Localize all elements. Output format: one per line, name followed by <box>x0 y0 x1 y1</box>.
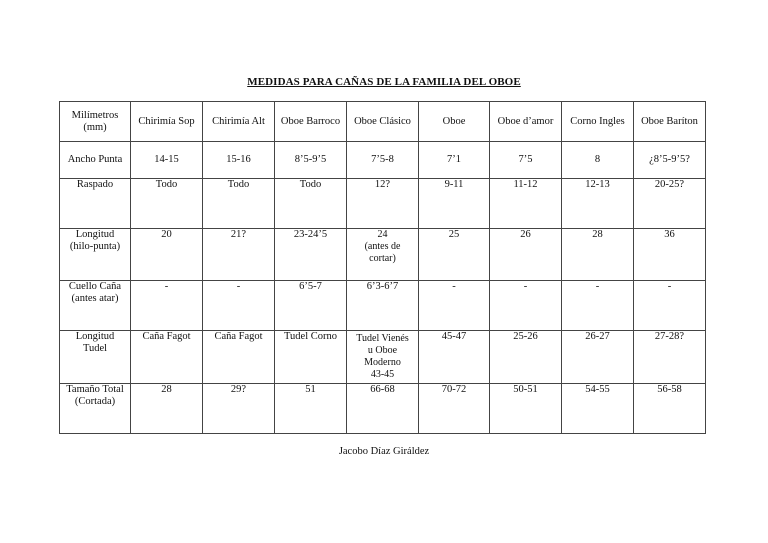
table-cell: - <box>131 281 203 331</box>
table-cell: 12-13 <box>562 179 634 229</box>
table-row <box>60 179 706 229</box>
table-row <box>60 142 706 179</box>
header-cell: Oboe <box>419 102 490 142</box>
author-name: Jacobo Díaz Giráldez <box>338 446 430 457</box>
header-cell: Chirimía Alt <box>203 102 275 142</box>
table-cell: 26-27 <box>562 331 634 384</box>
table-row <box>60 384 706 434</box>
table-cell: 54-55 <box>562 384 634 434</box>
table-cell: - <box>562 281 634 331</box>
table-cell: 45-47 <box>419 331 490 384</box>
table-cell: 23-24’5 <box>275 229 347 281</box>
table-cell: 7’1 <box>419 142 490 179</box>
table-cell: - <box>419 281 490 331</box>
row-label: Ancho Punta <box>60 142 131 179</box>
header-cell: Oboe Baríton <box>634 102 706 142</box>
row-label: Tamaño Total (Cortada) <box>60 384 131 434</box>
table-cell: 50-51 <box>490 384 562 434</box>
row-label: Longitud Tudel <box>60 331 131 384</box>
table-cell: 14-15 <box>131 142 203 179</box>
table-cell: 28 <box>562 229 634 281</box>
header-cell: Chirimía Sop <box>131 102 203 142</box>
table-cell: 15-16 <box>203 142 275 179</box>
table-row <box>60 229 706 281</box>
table-cell: Tudel Corno <box>275 331 347 384</box>
table-cell: 51 <box>275 384 347 434</box>
table-cell: 66-68 <box>347 384 419 434</box>
table-cell: - <box>634 281 706 331</box>
table-cell: 28 <box>131 384 203 434</box>
table-cell: - <box>203 281 275 331</box>
table-cell: 70-72 <box>419 384 490 434</box>
header-cell: Oboe Clásico <box>347 102 419 142</box>
table-cell: 11-12 <box>490 179 562 229</box>
table-row <box>60 331 706 384</box>
table-cell: Tudel Vienés u Oboe Moderno 43-45 <box>347 331 419 384</box>
table-cell: 27-28? <box>634 331 706 384</box>
oboe-reed-measurements-table <box>59 101 706 434</box>
header-cell: Milímetros (mm) <box>60 102 131 142</box>
table-cell: 8 <box>562 142 634 179</box>
table-cell: 7’5-8 <box>347 142 419 179</box>
header-cell: Oboe d’amor <box>490 102 562 142</box>
table-cell: 7’5 <box>490 142 562 179</box>
table-cell: 25-26 <box>490 331 562 384</box>
table-cell: 6’5-7 <box>275 281 347 331</box>
table-cell: 29? <box>203 384 275 434</box>
header-row <box>60 102 706 142</box>
table-cell: 36 <box>634 229 706 281</box>
table-cell: Caña Fagot <box>131 331 203 384</box>
table-cell: Caña Fagot <box>203 331 275 384</box>
table-cell: Todo <box>203 179 275 229</box>
header-cell: Corno Ingles <box>562 102 634 142</box>
table-cell: 24 (antes de cortar) <box>347 229 419 281</box>
table-cell: ¿8’5-9’5? <box>634 142 706 179</box>
row-label: Longitud (hilo-punta) <box>60 229 131 281</box>
table-cell: Todo <box>275 179 347 229</box>
table-cell: 12? <box>347 179 419 229</box>
table-cell: 21? <box>203 229 275 281</box>
table-cell: 20 <box>131 229 203 281</box>
table-cell: Todo <box>131 179 203 229</box>
table-row <box>60 281 706 331</box>
row-label: Raspado <box>60 179 131 229</box>
table-cell: 26 <box>490 229 562 281</box>
table-cell: 20-25? <box>634 179 706 229</box>
table-cell: 8’5-9’5 <box>275 142 347 179</box>
table-cell: - <box>490 281 562 331</box>
table-cell: 6’3-6’7 <box>347 281 419 331</box>
header-cell: Oboe Barroco <box>275 102 347 142</box>
document-title: MEDIDAS PARA CAÑAS DE LA FAMILIA DEL OBOE <box>247 76 521 88</box>
table-cell: 25 <box>419 229 490 281</box>
table-cell: 9-11 <box>419 179 490 229</box>
table-cell: 56-58 <box>634 384 706 434</box>
row-label: Cuello Caña (antes atar) <box>60 281 131 331</box>
